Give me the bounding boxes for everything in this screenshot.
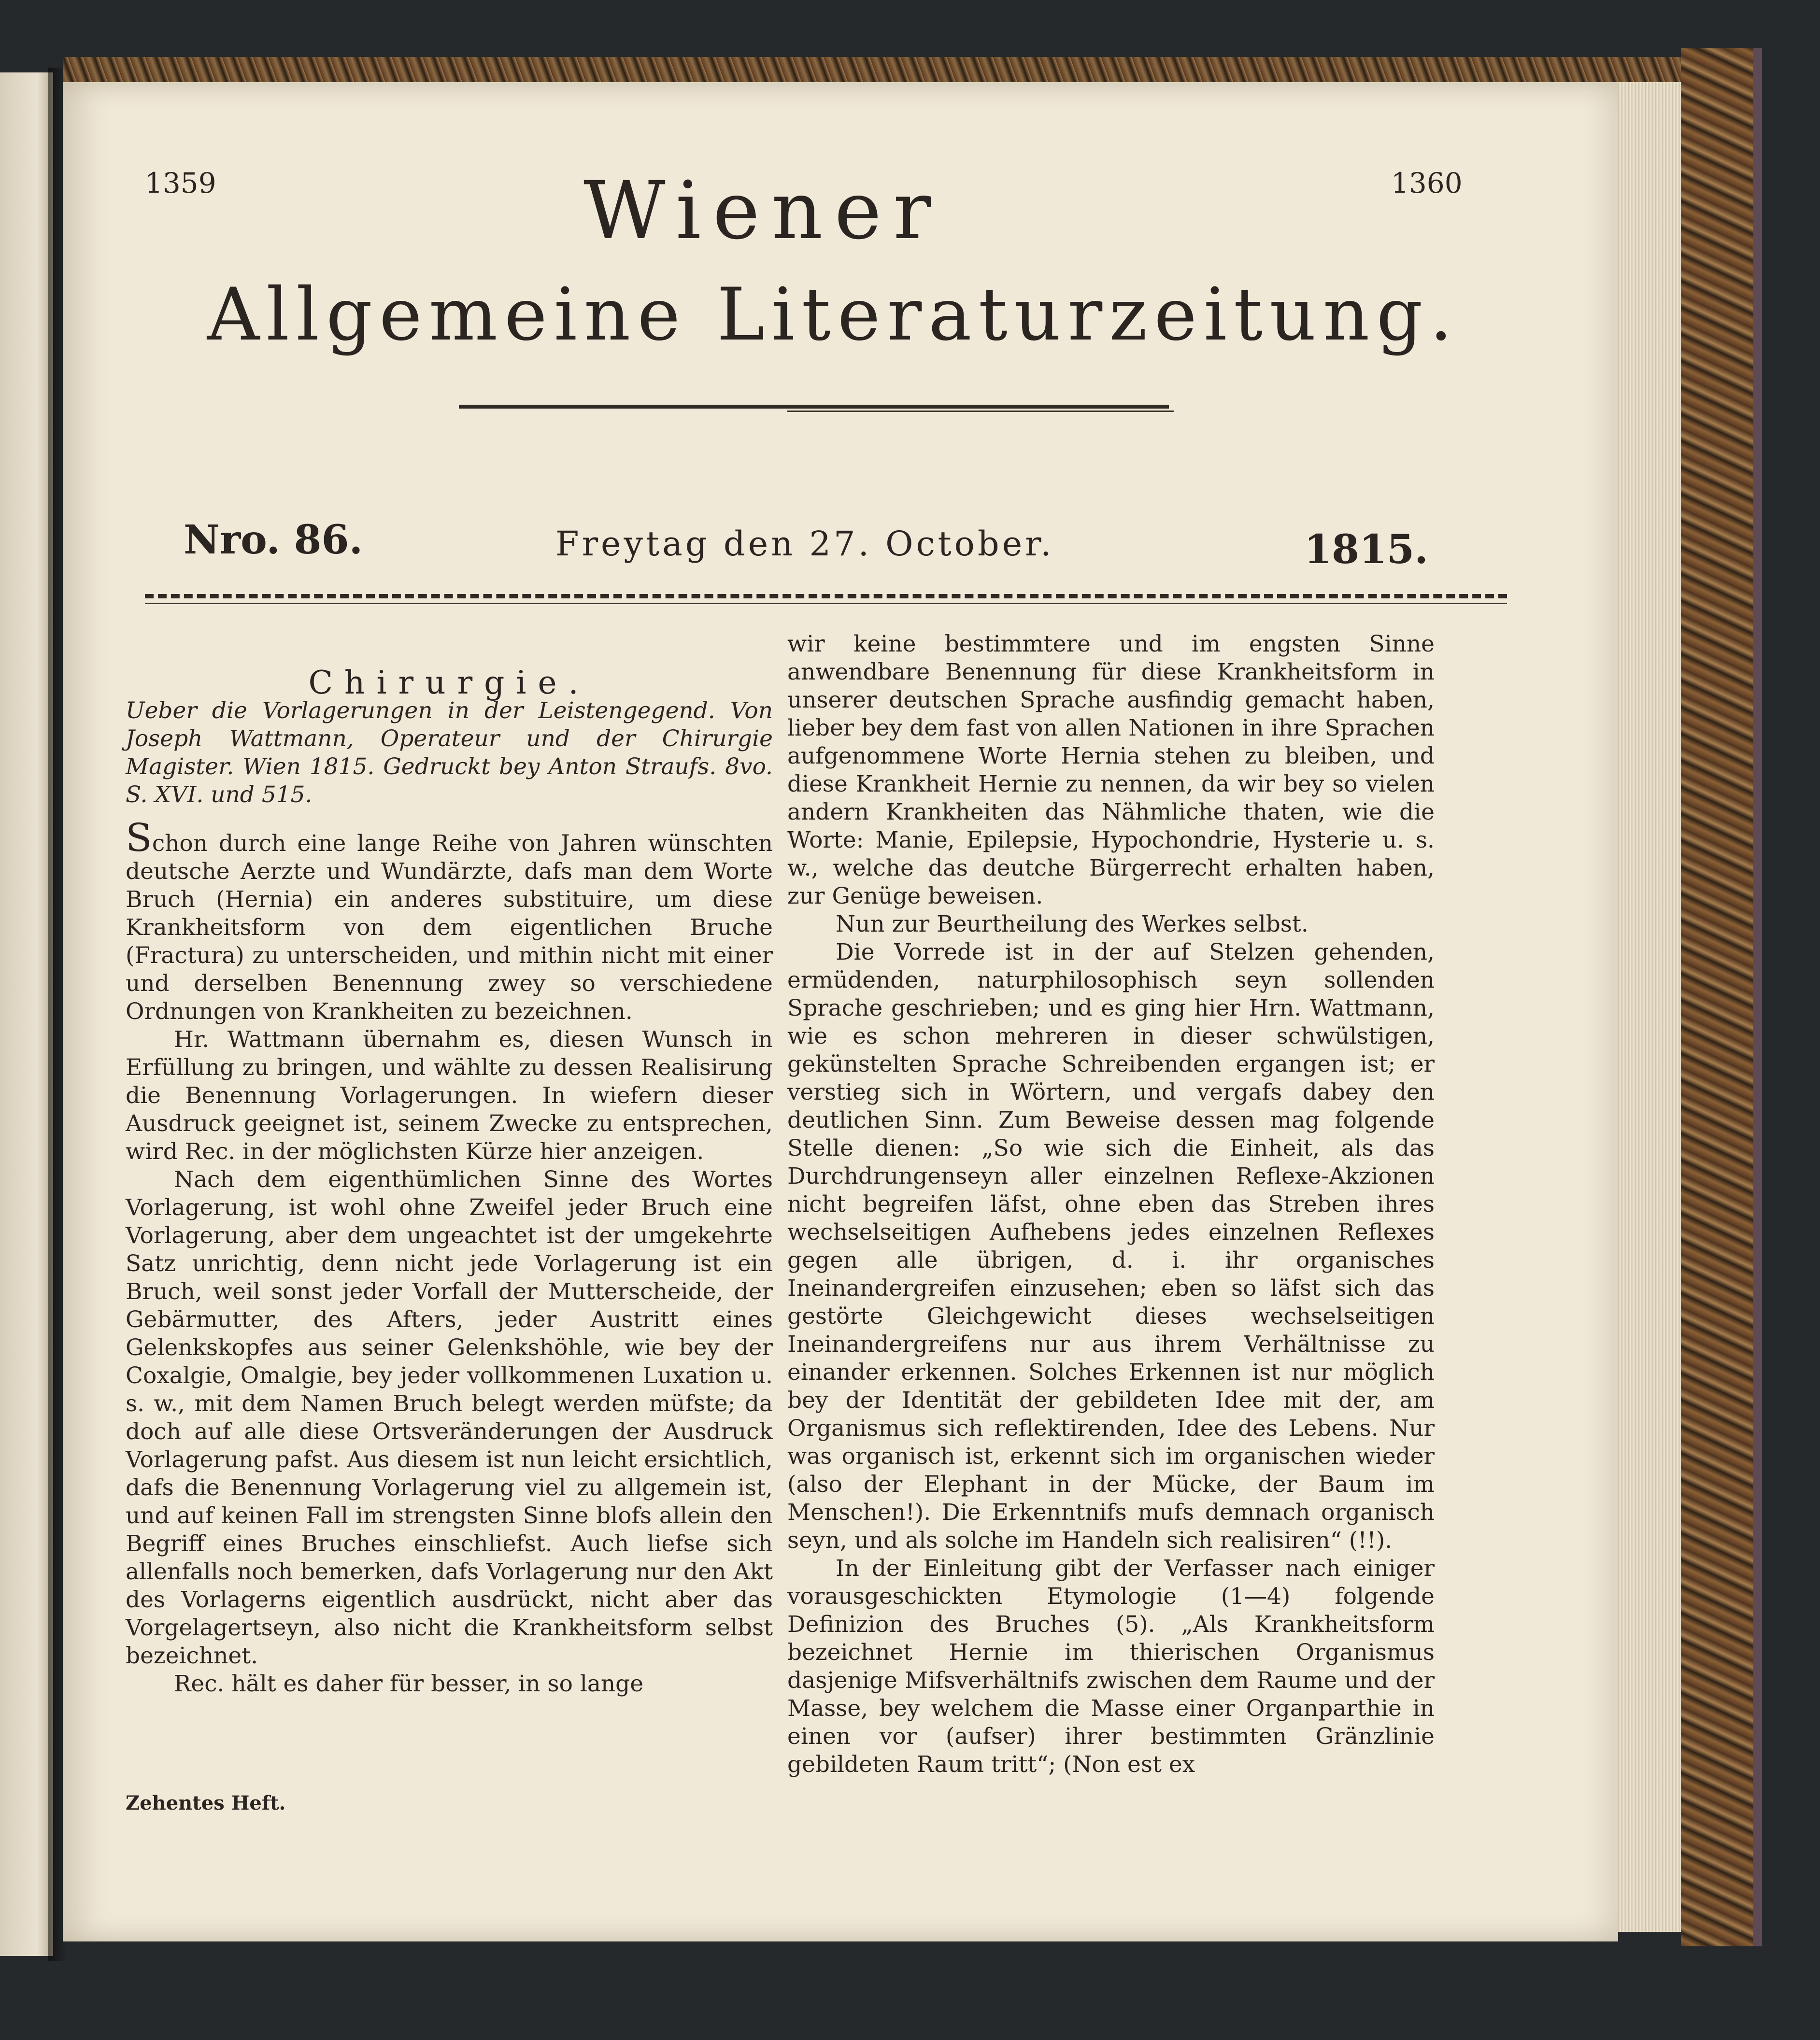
newspaper-page: [63, 82, 1618, 1941]
issue-year: 1815.: [1304, 526, 1428, 573]
paragraph: [126, 815, 773, 1026]
paragraph: wir keine bestimmtere und im engsten Sinne anwendbare Benennung für diese Krankheitsform in unserer deutschen Sprache ausfindig gemacht haben, lieber bey dem fast von allen Nationen in ihre Sprachen aufgenommene Worte Hernia stehen zu bleiben, und diese Krankheit Hernie zu nennen, da wir bey so vielen andern Krankheiten das Nähmliche thaten, wie die Worte: Manie, Epilepsie, Hypochondrie, Hysterie u. s. w., welche das deutche Bürgerrecht erhalten haben, zur Genüge beweisen.: [787, 631, 1435, 909]
page-number-right: 1360: [1391, 167, 1463, 199]
page-number-left: 1359: [145, 167, 216, 199]
masthead-rule-thin: [787, 411, 1174, 412]
masthead-rule: [459, 405, 1169, 409]
paragraph: In der Einleitung gibt der Verfasser nach einiger vorausgeschickten Etymologie (1—4) folgende Definizion des Bruches (5). „Als Krankheitsform bezeichnet Hernie im thierischen Organismus dasjenige Mifsverhältnifs zwischen dem Raume und der Masse, bey welchem die Masse einer Organparthie in einen vor (aufser) ihrer bestimmten Gränzlinie gebildeten Raum tritt“; (Non est ex: [787, 1555, 1435, 1778]
facing-page-edge: [0, 72, 53, 1956]
issue-date: Freytag den 27. October.: [555, 524, 1054, 564]
header-separator-thin: [145, 603, 1507, 604]
signature-mark: Zehentes Heft.: [126, 1792, 286, 1814]
masthead-line-2: Allgemeine Literaturzeitung.: [207, 273, 1460, 357]
issue-number: Nro. 86.: [184, 517, 363, 563]
book-top-edge: [63, 57, 1715, 86]
paragraph: Nun zur Beurtheilung des Werkes selbst.: [836, 911, 1308, 937]
paragraph: Die Vorrede ist in der auf Stelzen gehenden, ermüdenden, naturphilosophisch seyn sollenden Sprache geschrieben; und es ging hier Hrn. Wattmann, wie es schon mehreren in dieser schwülstigen, gekünstelten Sprache Schreibenden ergangen ist; er verstieg sich in Wörtern, und vergafs dabey den deutlichen Sinn. Zum Beweise dessen mag folgende Stelle dienen: „So wie sich die Einheit, als das Durchdrungenseyn aller einzelnen Reflexe-Akzionen nicht begreifen läfst, ohne eben das Streben ihres wechselseitigen Aufhebens jedes einzelnen Reflexes gegen alle übrigen, d. i. ihr organisches Ineinandergreifen einzusehen; eben so läfst sich das gestörte Gleichgewicht dieses wechselseitigen Ineinandergreifens nur aus ihrem Verhältnisse zu einander erkennen. Solches Erkennen ist nur möglich bey der Identität der gebildeten Idee mit der, am Organismus sich reflektirenden, Idee des Lebens. Nur was organisch ist, erkennt sich im organischen wieder (also der Elephant in der Mücke, der Baum im Menschen!). Die Erkenntnifs mufs demnach organisch seyn, und als solche im Handeln sich realisiren“ (!!).: [787, 939, 1435, 1554]
drop-cap: S: [126, 815, 152, 860]
header-separator: [145, 594, 1507, 598]
page-block-edges: [1608, 82, 1681, 1932]
masthead-line-1: Wiener: [583, 164, 943, 257]
column-left: [126, 664, 773, 1698]
column-right: [787, 630, 1435, 1779]
section-title: Chirurgie.: [308, 664, 590, 701]
paragraph: Rec. hält es daher für besser, in so lange: [174, 1671, 644, 1697]
paragraph: Hr. Wattmann übernahm es, diesen Wunsch in Erfüllung zu bringen, und wählte zu dessen Realisirung die Benennung Vorlagerungen. In wiefern dieser Ausdruck geeignet ist, seinem Zwecke zu entsprechen, wird Rec. in der möglichsten Kürze hier anzeigen.: [126, 1026, 773, 1165]
review-citation: Ueber die Vorlagerungen in der Leistengegend. Von Joseph Wattmann, Operateur und der Chirurgie Magister. Wien 1815. Gedruckt bey Anton Straufs. 8vo. S. XVI. und 515.: [126, 697, 773, 808]
paragraph-text: chon durch eine lange Reihe von Jahren wünschten deutsche Aerzte und Wundärzte, dafs man dem Worte Bruch (Hernia) ein anderes substituire, um diese Krankheitsform von dem eigentlichen Bruche (Fractura) zu unterscheiden, und mithin nicht mit einer und derselben Benennung zwey so verschiedene Ordnungen von Krankheiten zu bezeichnen.: [126, 830, 773, 1025]
book-cover-edge: [1681, 48, 1762, 1946]
paragraph: Nach dem eigenthümlichen Sinne des Wortes Vorlagerung, ist wohl ohne Zweifel jeder Bruch eine Vorlagerung, aber dem ungeachtet ist der umgekehrte Satz unrichtig, denn nicht jede Vorlagerung ist ein Bruch, weil sonst jeder Vorfall der Mutterscheide, der Gebärmutter, des Afters, jeder Austritt eines Gelenkskopfes aus seiner Gelenkshöhle, wie bey der Coxalgie, Omalgie, bey jeder vollkommenen Luxation u. s. w., mit dem Namen Bruch belegt werden müfste; da doch auf alle diese Ortsveränderungen der Ausdruck Vorlagerung pafst. Aus diesem ist nun leicht ersichtlich, dafs die Benennung Vorlagerung viel zu allgemein ist, und auf keinen Fall im strengsten Sinne blofs allein den Begriff eines Bruches einschliefst. Auch liefse sich allenfalls noch bemerken, dafs Vorlagerung nur den Akt des Vorlagerns eigentlich ausdrückt, nicht aber das Vorgelagertseyn, also nicht die Krankheitsform selbst bezeichnet.: [126, 1166, 773, 1669]
